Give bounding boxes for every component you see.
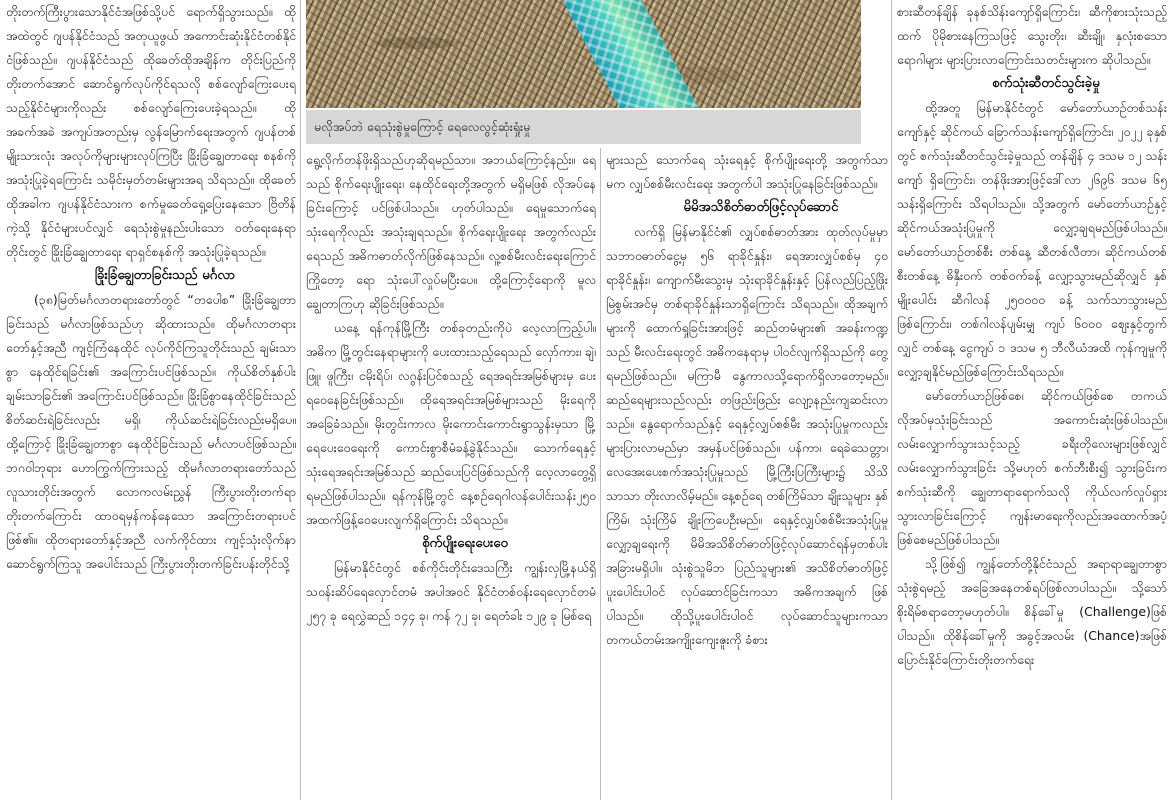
- article-column-1: [6, 0, 296, 800]
- column-divider: [300, 0, 301, 800]
- paragraph: ယနေ့ ရန်ကုန်မြို့ကြီး တစ်ခုတည်းကိုပဲ လေ့လာကြည့်ပါ။ အဓိက မြို့တွင်းနေရာများကို ပေးထားသည့်ရေသည် လှော်ကား၊ ချဲ၊ဖြူ၊ ဖူကြီး၊ ငမိုးရိပ်၊ လဂွန်းပြင်စသည့် ရေအရင်းအမြစ်များမှ ပေးရဝေနေခြင်းဖြစ်သည်။ ထိုရေအရင်းအမြစ်များသည် မိုးရေကိုအခြေခံသည်။ မိုးတွင်းကာလ မိုးကောင်းကောင်းရွာသွန်းမှသာ မြို့ရေပေးဝေရေးကို ကောင်းစွာစီမံခန့်ခွဲနိုင်သည်။ သောက်ရေနှင့် သုံးရေအရင်းအမြစ်သည် ဆည်ပေးပြင်ဖြစ်သည်ကို လေ့လာတွေ့ရှိရမည်ဖြစ်ပါသည်။ ရန်ကုန်မြို့တွင် နေ့စဉ်ရေဂါလန်ပေါင်းသန်း၂၅၀ အထက်ဖြန့်ဝေပေးလျက်ရှိကြောင်း သိရသည်။: [306, 320, 596, 527]
- paragraph: (၃၈)မြတ်မင်္ဂလာတရားတော်တွင် “တပေါစ” ခြိုးခြံချွေတာခြင်းသည် မင်္ဂလာဖြစ်သည်ဟု ဆိုထားသည်။ ထိုမင်္ဂလာတရားတော်နှင့်အညီ ကျင့်ကြံနေထိုင် လုပ်ကိုင်ကြသူတိုင်းသည် ချမ်းသာစွာ နေထိုင်ရခြင်း၏ အကြောင်းပင်ဖြစ်သည်။ ကိုယ်စိတ်နှစ်ပါးချမ်းသာခြင်း၏ အကြောင်းပင်ဖြစ်သည်။ ခြိုးခြံစွာနေထိုင်ခြင်းသည် စိတ်ဆင်းရဲခြင်းလည်း မရှိ၊ ကိုယ်ဆင်းရဲခြင်းလည်းမရှိပေ။ ထို့ကြောင့် ခြိုးခြံချွေတာစွာ နေထိုင်ခြင်းသည် မင်္ဂလာပင်ဖြစ်သည်။ ဘဂဝါဘုရား ဟောကြွက်ကြားသည့် ထိုမင်္ဂလာတရားတော်သည် လူသားတိုင်းအတွက် လောကလမ်းညွှန် ကြီးပွားတိုးတက်ရာ တိုးတက်ကြောင်း ထာဝရမှန်ကန်နေသော အကြောင်းတရားပင်ဖြစ်၏။ ထိုတရားတော်နှင့်အညီ လက်ကိုင်ထား ကျင့်သုံးလိုက်နာဆောင်ရွက်ကြသူ အပေါင်းသည် ကြီးပွားတိုးတက်ခြင်းပန်းတိုင်သို့: [6, 292, 296, 571]
- paragraph: သို့ဖြစ်၍ ကျွန်တော်တို့နိုင်ငံသည် အရာရာချွေတာစွာသုံးစွဲရမည့် အခြေအနေတစ်ရပ်ဖြစ်လာပါသည်။ သို့သော် စိုးရိမ်စရာတော့မဟုတ်ပါ။ စိန်ခေါ်မှု (Challenge)ဖြစ်ပါသည်။ ထိုစိန်ခေါ်မှုကို အခွင့်အလမ်း (Chance)အဖြစ်ပြောင်းနိုင်ကြောင်းတိုးတက်ရေး: [897, 556, 1167, 667]
- water-hose-photo: [306, 0, 861, 108]
- section-heading: စိုက်ပျိုးရေးပေးဝေ: [422, 536, 508, 551]
- paragraph: လက်ရှိ မြန်မာနိုင်ငံ၏ လျှပ်စစ်ဓာတ်အား ထုတ်လုပ်မှုမှာ သဘာဝဓာတ်ငွေ့မှ ၅၆ ရာခိုင်နှုန်း၊ ရေအားလျှပ်စစ်မှ ၄၀ ရာခိုင်နှုန်း၊ ကျောက်မီးသွေးမှ သုံးရာခိုင်နှုန်းနှင့် ပြန်လည်ပြည့်ဖြိုးမြဲစွမ်းအင်မှ တစ်ရာခိုင်နှုန်းသာရှိကြောင်း သိရသည်။ ထိုအချက်များကို ထောက်ရှုခြင်းအားဖြင့် ဆည်တမံများ၏ အခန်းကဏ္ဍသည် မီးလင်းရေးတွင် အဓိကနေရာမှ ပါဝင်လျက်ရှိသည်ကို တွေ့ရမည်ဖြစ်သည်။ မကြာမီ နွေကာလသို့ရောက်ရှိလာတော့မည်။ ဆည်ရေများသည်လည်း တဖြည်းဖြည်း လျော့နည်းကျဆင်းလာသည်။ နွေရောက်သည်နှင့် ရေနှင့်လျှပ်စစ်မီး အသုံးပြုမှုကလည်း များပြားလာမည်မှာ အမှန်ပင်ဖြစ်သည်။ ပန်ကာ၊ ရေခဲသေတ္တာ၊ လေအေးပေးစက်အသုံးပြုမှုသည် မြို့ကြီးပြကြီးများ၌ သိသိသာသာ တိုးလာလိမ့်မည်။ နေ့စဉ်ရေ တစ်ကြိမ်သာ ချိုးသူများ နှစ်ကြိမ်၊ သုံးကြိမ် ချိုးကြပေဦးမည်။ ရေနှင့်လျှပ်စစ်မီးအသုံးပြုမှု လျှော့ချရေးကို မိမိအသိစိတ်ဓာတ်ဖြင့်လုပ်ဆောင်ရန်မှတစ်ပါး အခြားမရှိပါ။ သုံးစွဲသူမိဘ ပြည်သူများ၏ အသိစိတ်ဓာတ်ဖြင့် ပူးပေါင်းပါဝင် လုပ်ဆောင်ခြင်းကသာ အဓိကအချက် ဖြစ်ပါသည်။ ထိုသို့ပူးပေါင်းပါဝင် လုပ်ဆောင်သူများကသာ တကယ်တမ်းအကျိုးကျေးဇူးကို ခံစား: [606, 224, 888, 647]
- article-column-3: [606, 148, 888, 800]
- column-divider: [891, 0, 892, 800]
- photo-caption: မလိုအပ်ဘဲ ရေသုံးစွဲမှုကြောင့် ရေလေလွင့်ဆုံးရှုံးမှု: [306, 110, 861, 144]
- hose-image: [560, 0, 702, 108]
- article-column-4: [897, 0, 1167, 800]
- paragraph: စားဆီတန်ချိန် ခုနစ်သိန်းကျော်ရှိကြောင်း၊ ဆီကိုစားသုံးသည့်ထက် ပိုမိုစားနေကြသဖြင့် သွေးတိုး၊ ဆီးချို၊ နှလုံးစသော ရောဂါများ များပြားလာကြောင်းသတင်းများက ဆိုပါသည်။: [897, 4, 1167, 67]
- article-column-2: [306, 148, 596, 800]
- paragraph: မော်တော်ယာဉ်ဖြစ်စေ၊ ဆိုင်ကယ်ဖြစ်စေ တကယ်လိုအပ်မှသုံးခြင်းသည် အကောင်းဆုံးဖြစ်ပါသည်။ လမ်းလျှောက်သွားသင့်သည့် ခရီးတိုလေးများဖြစ်လျှင် လမ်းလျှောက်သွားခြင်း သို့မဟုတ် စက်ဘီးစီး၍ သွားခြင်းက စက်သုံးဆီကို ချွေတာရာရောက်သလို ကိုယ်လက်လှုပ်ရှားသွားလာခြင်းကြောင့် ကျန်းမာရေးကိုလည်းအထောက်အပံ့ ဖြစ်စေမည်ဖြစ်ပါသည်။: [897, 388, 1167, 547]
- paragraph: ထို့အတူ မြန်မာနိုင်ငံတွင် မော်တော်ယာဉ်တစ်သန်းကျော်နှင့် ဆိုင်ကယ် ခြောက်သန်းကျော်ရှိကြောင်း၊ ၂၀၂၂ ခုနှစ်တွင် စက်သုံးဆီတင်သွင်းခဲ့မှုသည် တန်ချိန် ၄ ဒသမ ၁၂ သန်းကျော် ရှိကြောင်း၊ တန်ဖိုးအားဖြင့်ဒေါ်လာ ၂၆၉၆ ဒသမ ၆၅ သန်းရှိကြောင်း သိရပါသည်။ သို့အတွက် မော်တော်ယာဉ်နှင့် ဆိုင်ကယ်အသုံးပြုမှုကို လျှော့ချရမည်ဖြစ်ပါသည်။ မော်တော်ယာဉ်တစ်စီး တစ်နေ့ ဆီတစ်လီတာ၊ ဆိုင်ကယ်တစ်စီးတစ်နေ့ ဓိနှီးဝက် တစ်ဝက်ခန့် လျှော့သွားမည်ဆိုလျှင် နှစ်မျိုးပေါင်း ဆီဂါလန် ၂၅၀၀၀၀ ခန့် သက်သာသွားမည်ဖြစ်ကြောင်း၊ တစ်ဂါလန်ပျမ်းမျှ ကျပ် ၆၀၀၀ ဈေးနှင့်တွက်လျှင် တစ်နေ့ ငွေကျပ် ၁ ဒသမ ၅ ဘီလီယံအထိ ကုန်ကျမှုကို လျှော့ချနိုင်မည်ဖြစ်ကြောင်းသိရသည်။: [897, 100, 1167, 379]
- section-heading: စက်သုံးဆီတင်သွင်းခဲ့မှု: [992, 76, 1100, 91]
- section-heading: မိမိအသိစိတ်ဓာတ်ဖြင့်လုပ်ဆောင်: [683, 200, 839, 215]
- paragraph: တိုးတက်ကြီးပွားသောနိုင်ငံအဖြစ်သို့ပင် ရောက်ရှိသွားသည်။ ထိုအထဲတွင် ဂျပန်နိုင်ငံသည် အတုယူဖွယ် အကောင်းဆုံးနိုင်ငံတစ်နိုင်ငံဖြစ်သည်။ ဂျပန်နိုင်ငံသည် ထိုခေတ်ထိုအချိန်က တိုင်းပြည်ကို တိုးတက်အောင် ဆောင်ရွက်လုပ်ကိုင်ရသလို စစ်လျော်ကြေးပေးရသည့်နိုင်ငံများကိုလည်း စစ်လျော်ကြေးပေးခဲ့ရသည်။ ထိုအခက်အခဲ အကျပ်အတည်းမှ လွန်မြောက်ရေးအတွက် ဂျပန်တစ်မျိုးသားလုံး အလုပ်ကိုများများလုပ်ကြပြီး ခြိုးခြံချွေတာရေး စနစ်ကို အသုံးပြုခဲ့ရကြောင်း သမိုင်းမှတ်တမ်းများအရ သိရသည်။ ထိုခေတ်ထိုအခါက ဂျပန်နိုင်ငံသားက စက်မှုခေတ်ရှေ့ပြေးနေသော ဗြိတိန်ကဲ့သို့ နိုင်ငံများပင်လျှင် ရေသုံးစွဲမှုနည်းပါးသော ဝတ်ရေးနေရာတိုင်းတွင် ခြိုးခြံချွေတာရေး ရာရှင်စနစ်ကို အသုံးပြုခဲ့ရသည်။: [6, 4, 296, 259]
- column-divider: [600, 148, 601, 800]
- paragraph: များသည် သောက်ရေ သုံးရေနှင့် စိုက်ပျိုးရေးတို့ အတွက်သာမက လျှပ်စစ်မီးလင်းရေး အတွက်ပါ အသုံးပြုနေခြင်းဖြစ်သည်။: [606, 152, 888, 191]
- paragraph: ရွေ့လိုက်တန်ဖိုးရှိသည်ဟုဆိုရမည်သာ။ အဘယ်ကြောင့်နည်း။ ရေသည် စိုက်ရေးပျိုးရေး၊ နေထိုင်ရေးတို့အတွက် မရှိမဖြစ် လိုအပ်နေခြင်းကြောင့် ပင်ဖြစ်ပါသည်။ ဟုတ်ပါသည်။ ရေမှုသောက်ရေ သုံးရေကိုလည်း အသုံးချရသည်။ စိုက်ရေးပျိုးရေး အတွက်လည်း ရေသည် အဓိကဓာတ်လိုက်ဖြစ်နေသည်။ လူ့စစ်မီးလင်းရေးကြောင်ကြိုတော့ ရော သုံးပေါ်လှုပ်မပြီးပေ။ ထို့ကြောင့်ရောကို မူလ ချွေတာကြဟု ဆိုခြင်းဖြစ်သည်။: [306, 152, 596, 311]
- paragraph: မြန်မာနိုင်ငံတွင် စစ်ကိုင်းတိုင်းဒေသကြီး ကျွန်းလှမြို့နယ်ရှိ သဝန်းဆိပ်ရေလှောင်တမံ အပါအဝင် နိုင်ငံတစ်ဝန်းရေလှောင်တမံ ၂၅၇ ခု ရေလွှဲဆည် ၁၄၄ ခု၊ ကန် ၇၂ ခု၊ ရေတံခါး ၁၂၉ ခု မြစ်ရေ: [306, 560, 596, 623]
- section-heading: ခြိုးခြံချွေတာခြင်းသည် မင်္ဂလာ: [94, 268, 236, 283]
